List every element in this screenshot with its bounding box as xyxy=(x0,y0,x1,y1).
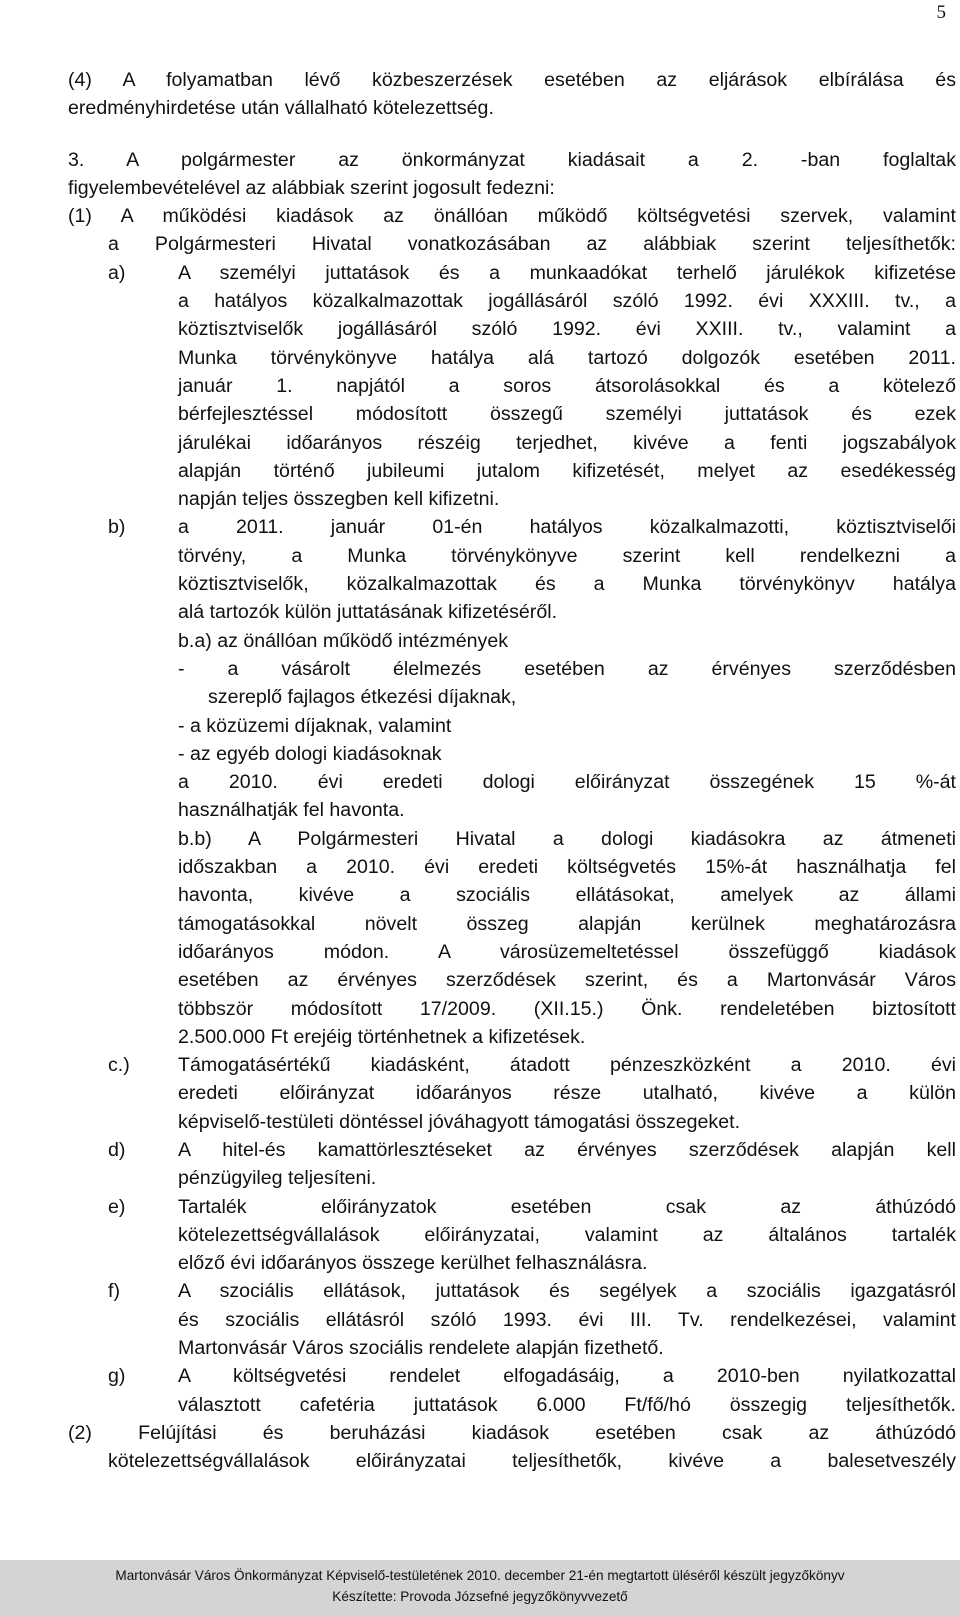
text-line: január 1. napjától a soros átsorolásokkal és a kötelező xyxy=(178,374,956,397)
text-line: A költségvetési rendelet elfogadásáig, a 2010-ben nyilatkozattal xyxy=(178,1365,956,1388)
list-item xyxy=(68,1193,956,1278)
item-label: d) xyxy=(108,1138,126,1161)
text-line: alá tartozók külön juttatásának kifizetéséről. xyxy=(178,601,558,624)
item-label: f) xyxy=(108,1280,120,1303)
text-line: (1) A működési kiadások az önállóan működő költségvetési szervek, valamint xyxy=(68,205,956,228)
text-line: pénzügyileg teljesíteni. xyxy=(178,1167,377,1190)
text-line: köztisztviselők, közalkalmazottak és a Munka törvénykönyv hatálya xyxy=(178,573,956,596)
text-line: napján teljes összegben kell kifizetni. xyxy=(178,488,500,511)
text-line: képviselő-testületi döntéssel jóváhagyott támogatási összegeket. xyxy=(178,1110,741,1133)
text-line: - a közüzemi díjaknak, valamint xyxy=(178,714,452,737)
text-line: szereplő fajlagos étkezési díjaknak, xyxy=(208,686,517,709)
text-line: időszakban a 2010. évi eredeti költségvetés 15%-át használhatja fel xyxy=(178,856,956,879)
text-line: (2) Felújítási és beruházási kiadások esetében csak az áthúzódó xyxy=(68,1421,956,1444)
list-item xyxy=(68,1362,956,1419)
text-line: esetében az érvényes szerződések szerint, és a Martonvásár Város xyxy=(178,969,956,992)
text-line: Martonvásár Város szociális rendelete alapján fizethető. xyxy=(178,1337,664,1360)
footer-title: Martonvásár Város Önkormányzat Képviselő-testületének 2010. december 21-én megtartott üléséről készült jegyzőkönyv xyxy=(115,1568,845,1583)
text-line: választott cafetéria juttatások 6.000 Ft/fő/hó összegig teljesíthetők. xyxy=(178,1393,956,1416)
text-line: járulékai időarányos részéig terjedhet, kivéve a fenti jogszabályok xyxy=(178,431,956,454)
text-line: - az egyéb dologi kiadásoknak xyxy=(178,742,442,765)
text-line: törvény, a Munka törvénykönyve szerint kell rendelkezni a xyxy=(178,544,956,567)
text-line: Támogatásértékű kiadásként, átadott pénzeszközként a 2010. évi xyxy=(178,1054,956,1077)
item-label: b) xyxy=(108,516,126,539)
text-line: köztisztviselők jogállásáról szóló 1992. évi XXIII. tv., valamint a xyxy=(178,318,956,341)
text-line: a 2011. január 01-én hatályos közalkalmazotti, köztisztviselői xyxy=(178,516,956,539)
list-item xyxy=(68,259,956,514)
text-line: 2.500.000 Ft erejéig történhetnek a kifizetések. xyxy=(178,1025,586,1048)
item-label: g) xyxy=(108,1365,126,1388)
text-line: - a vásárolt élelmezés esetében az érvényes szerződésben xyxy=(178,657,956,680)
text-line: a Polgármesteri Hivatal vonatkozásában az alábbiak szerint teljesíthetők: xyxy=(108,233,956,256)
text-line: eredeti előirányzat időarányos része utalható, kivéve a külön xyxy=(178,1082,956,1105)
text-line: b.a) az önállóan működő intézmények xyxy=(178,629,509,652)
text-line: (4) A folyamatban lévő közbeszerzések esetében az eljárások elbírálása és xyxy=(68,69,956,91)
list-item xyxy=(68,1136,956,1193)
document-body xyxy=(68,66,956,1476)
text-line: A hitel-és kamattörlesztéseket az érvényes szerződések alapján kell xyxy=(178,1138,956,1161)
item-label: e) xyxy=(108,1195,126,1218)
text-line: használhatják fel havonta. xyxy=(178,799,405,822)
page-number: 5 xyxy=(936,2,946,23)
text-line: Munka törvénykönyve hatálya alá tartozó dolgozók esetében 2011. xyxy=(178,346,956,369)
text-line: kötelezettségvállalások előirányzatai, valamint az általános tartalék xyxy=(178,1223,956,1246)
text-line: b.b) A Polgármesteri Hivatal a dologi kiadásokra az átmeneti xyxy=(178,827,956,850)
list-item xyxy=(68,1277,956,1362)
text-line: támogatásokkal növelt összeg alapján kerülnek meghatározásra xyxy=(178,912,956,935)
text-line: kötelezettségvállalások előirányzatai teljesíthetők, kivéve a balesetveszély xyxy=(108,1450,956,1473)
text-line: és szociális ellátásról szóló 1993. évi III. Tv. rendelkezései, valamint xyxy=(178,1308,956,1331)
footer-author: Készítette: Provoda Józsefné jegyzőkönyvvezető xyxy=(332,1589,628,1604)
text-line: a 2010. évi eredeti dologi előirányzat összegének 15 %-át xyxy=(178,771,956,794)
text-line: Tartalék előirányzatok esetében csak az áthúzódó xyxy=(178,1195,956,1218)
text-line: bérfejlesztéssel módosított összegű személyi juttatások és ezek xyxy=(178,403,956,426)
text-line: A szociális ellátások, juttatások és segélyek a szociális igazgatásról xyxy=(178,1280,956,1303)
item-label: a) xyxy=(108,261,126,284)
list-item xyxy=(68,513,956,1051)
text-line: 3. A polgármester az önkormányzat kiadásait a 2. -ban foglaltak xyxy=(68,148,956,171)
text-line: időarányos módon. A városüzemeltetéssel összefüggő kiadások xyxy=(178,940,956,963)
text-line: eredményhirdetése után vállalható kötelezettség. xyxy=(68,97,494,120)
list-item xyxy=(68,1051,956,1136)
text-line: figyelembevételével az alábbiak szerint jogosult fedezni: xyxy=(68,176,555,199)
item-label: c.) xyxy=(108,1054,130,1077)
page-footer xyxy=(0,1560,960,1617)
text-line: A személyi juttatások és a munkaadókat terhelő járulékok kifizetése xyxy=(178,261,956,284)
text-line: alapján történő jubileumi jutalom kifizetését, melyet az esedékesség xyxy=(178,459,956,482)
text-line: havonta, kivéve a szociális ellátásokat, amelyek az állami xyxy=(178,884,956,907)
text-line: előző évi időarányos összege kerülhet felhasználásra. xyxy=(178,1252,648,1275)
text-line: többször módosított 17/2009. (XII.15.) Önk. rendeletében biztosított xyxy=(178,997,956,1020)
text-line: a hatályos közalkalmazottak jogállásáról szóló 1992. évi XXXIII. tv., a xyxy=(178,290,956,313)
